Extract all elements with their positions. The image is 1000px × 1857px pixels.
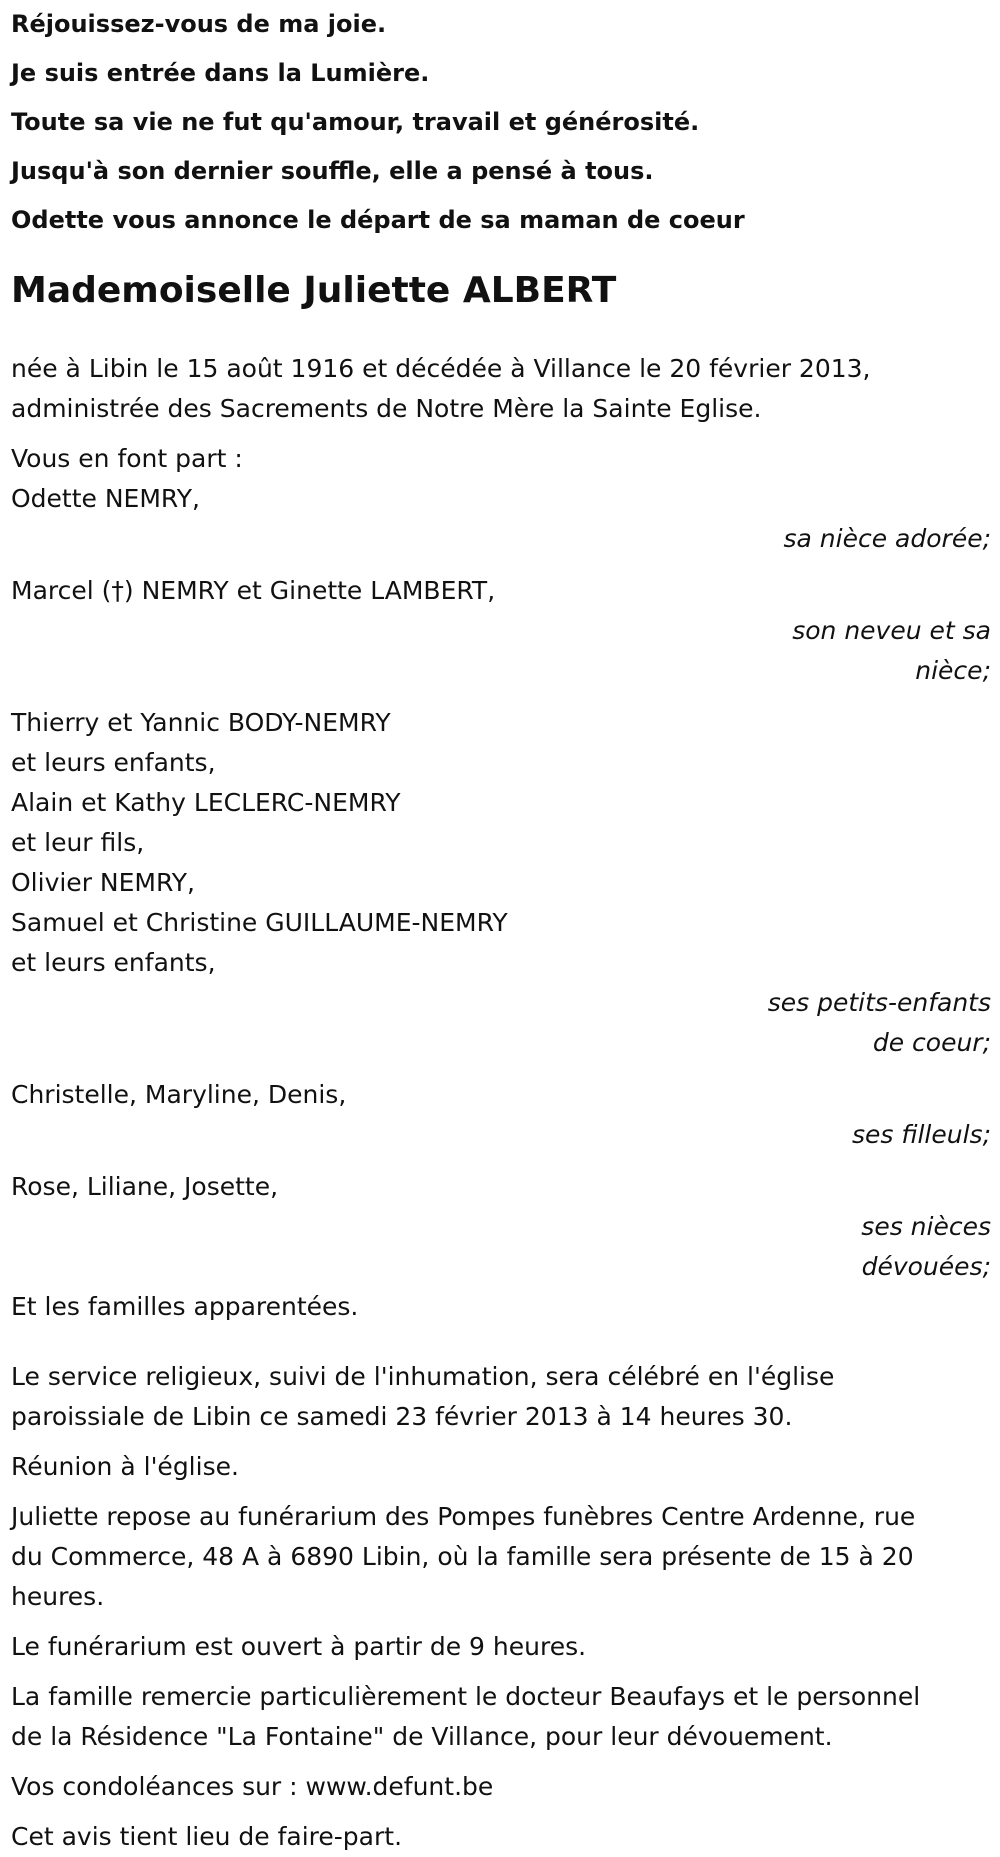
condolences-line: Vos condoléances sur : www.defunt.be bbox=[11, 1772, 494, 1801]
bio-line: née à Libin le 15 août 1916 et décédée à Villance le 20 février 2013, bbox=[11, 354, 871, 383]
relation-role bbox=[731, 1207, 991, 1287]
intro-line: Odette vous annonce le départ de sa maman de coeur bbox=[11, 206, 745, 234]
relation-names: Christelle, Maryline, Denis, bbox=[11, 1080, 347, 1109]
relation-entry bbox=[11, 1167, 991, 1287]
intro-line: Toute sa vie ne fut qu'amour, travail et générosité. bbox=[11, 108, 700, 136]
relation-entry bbox=[11, 703, 991, 1063]
relation-names: Alain et Kathy LECLERC-NEMRY bbox=[11, 788, 401, 817]
service-line: du Commerce, 48 A à 6890 Libin, où la famille sera présente de 15 à 20 bbox=[11, 1542, 914, 1571]
bio-line: administrée des Sacrements de Notre Mère la Sainte Eglise. bbox=[11, 394, 762, 423]
relation-role bbox=[651, 983, 991, 1063]
deceased-name: Mademoiselle Juliette ALBERT bbox=[11, 270, 617, 311]
service-line: heures. bbox=[11, 1582, 105, 1611]
relations-list bbox=[11, 479, 991, 1287]
intro-poem bbox=[11, 0, 991, 245]
relation-role-line: de coeur; bbox=[872, 1028, 991, 1057]
relation-role-line: ses petits-enfants bbox=[767, 988, 991, 1017]
service-line: Cet avis tient lieu de faire-part. bbox=[11, 1822, 403, 1851]
families-text: Et les familles apparentées. bbox=[11, 1292, 359, 1321]
relation-entry bbox=[11, 1075, 991, 1155]
service-line: Le funérarium est ouvert à partir de 9 heures. bbox=[11, 1632, 587, 1661]
service-line: Juliette repose au funérarium des Pompes funèbres Centre Ardenne, rue bbox=[11, 1502, 916, 1531]
service-line: de la Résidence "La Fontaine" de Villance, pour leur dévouement. bbox=[11, 1722, 833, 1751]
intro-line: Jusqu'à son dernier souffle, elle a pensé à tous. bbox=[11, 157, 654, 185]
relation-names: Odette NEMRY, bbox=[11, 484, 200, 513]
relation-names: Marcel (†) NEMRY et Ginette LAMBERT, bbox=[11, 576, 496, 605]
service-line: La famille remercie particulièrement le docteur Beaufays et le personnel bbox=[11, 1682, 921, 1711]
service-line: Le service religieux, suivi de l'inhumation, sera célébré en l'église bbox=[11, 1362, 835, 1391]
intro-line: Réjouissez-vous de ma joie. bbox=[11, 10, 387, 38]
announcement-text: Vous en font part : bbox=[11, 444, 243, 473]
relation-role bbox=[731, 519, 991, 559]
relation-role-line: ses filleuls; bbox=[851, 1120, 991, 1149]
service-details bbox=[11, 1357, 991, 1857]
relation-role-line: sa nièce adorée; bbox=[783, 524, 991, 553]
relation-names: Rose, Liliane, Josette, bbox=[11, 1172, 279, 1201]
relation-names: et leurs enfants, bbox=[11, 748, 216, 777]
biography bbox=[11, 349, 991, 429]
relation-role bbox=[731, 611, 991, 691]
obituary-notice bbox=[11, 0, 991, 1857]
relation-role-line: son neveu et sa bbox=[792, 616, 991, 645]
relation-role-line: dévouées; bbox=[861, 1252, 991, 1281]
relation-names: et leur fils, bbox=[11, 828, 145, 857]
relation-role-line: ses nièces bbox=[861, 1212, 991, 1241]
relation-names: et leurs enfants, bbox=[11, 948, 216, 977]
service-line: Réunion à l'église. bbox=[11, 1452, 239, 1481]
relation-names: Thierry et Yannic BODY-NEMRY bbox=[11, 708, 391, 737]
relation-role-line: nièce; bbox=[915, 656, 991, 685]
relation-role bbox=[731, 1115, 991, 1155]
relation-entry bbox=[11, 479, 991, 559]
relation-names: Olivier NEMRY, bbox=[11, 868, 195, 897]
intro-line: Je suis entrée dans la Lumière. bbox=[11, 59, 430, 87]
relation-names: Samuel et Christine GUILLAUME-NEMRY bbox=[11, 908, 508, 937]
relation-entry bbox=[11, 571, 991, 691]
service-line: paroissiale de Libin ce samedi 23 février 2013 à 14 heures 30. bbox=[11, 1402, 793, 1431]
